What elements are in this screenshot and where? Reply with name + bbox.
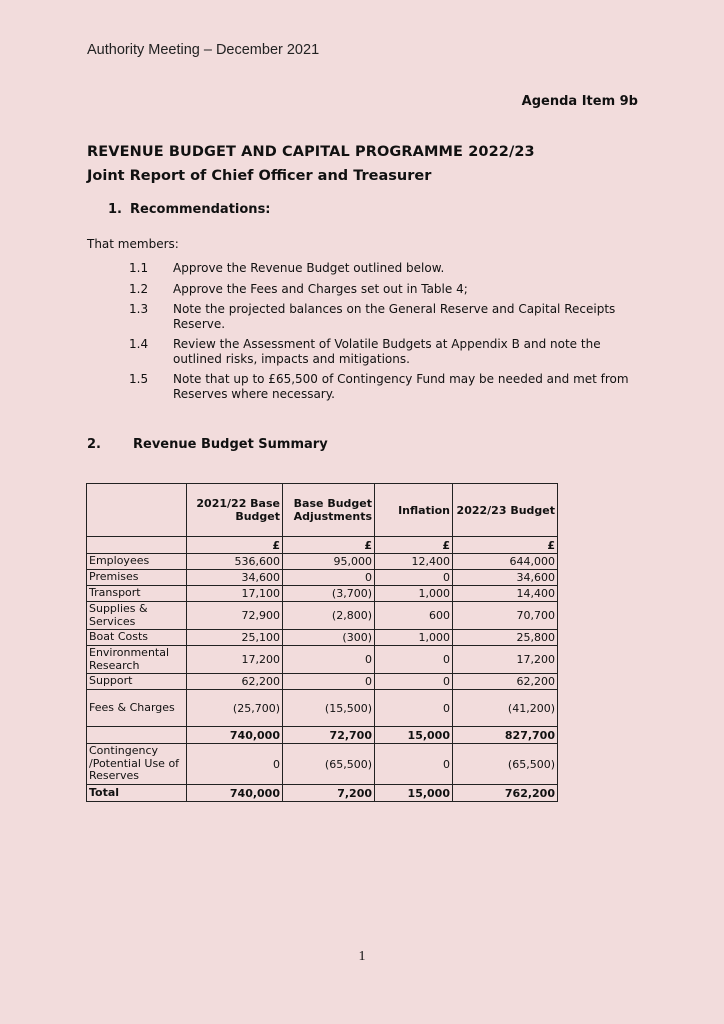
table-cell: 72,900: [187, 602, 283, 630]
table-cell: 740,000: [187, 785, 283, 802]
table-cell: 740,000: [187, 727, 283, 744]
table-cell: 34,600: [187, 570, 283, 586]
table-row: [87, 674, 558, 690]
table-cell: 0: [187, 744, 283, 785]
table-cell: 62,200: [453, 674, 558, 690]
table-row: [87, 744, 558, 785]
table-unit-cell: £: [375, 537, 453, 554]
document-header: Authority Meeting – December 2021: [87, 42, 320, 58]
table-cell: (3,700): [283, 586, 375, 602]
table-unit-cell: £: [187, 537, 283, 554]
table-unit-cell: [87, 537, 187, 554]
table-cell: 72,700: [283, 727, 375, 744]
table-cell: 1,000: [375, 630, 453, 646]
table-cell: 1,000: [375, 586, 453, 602]
table-cell: (2,800): [283, 602, 375, 630]
section-heading-recommendations: [108, 202, 271, 217]
recommendations-list: [129, 261, 629, 407]
recommendation-text: Approve the Revenue Budget outlined below.: [173, 261, 445, 275]
agenda-item: Agenda Item 9b: [521, 94, 638, 109]
table-cell: 25,100: [187, 630, 283, 646]
section-title: Recommendations:: [130, 202, 271, 217]
table-cell: 0: [375, 570, 453, 586]
table-cell: 34,600: [453, 570, 558, 586]
table-cell: 0: [375, 690, 453, 727]
subtotal-row: [87, 727, 558, 744]
recommendation-text: Review the Assessment of Volatile Budgets at Appendix B and note the outlined risks, impacts and mitigations.: [173, 337, 601, 366]
section-heading-revenue-budget: [87, 437, 328, 452]
table-cell: 600: [375, 602, 453, 630]
table-cell: 17,200: [187, 646, 283, 674]
table-cell: 70,700: [453, 602, 558, 630]
table-row: [87, 630, 558, 646]
table-header-cell: [87, 484, 187, 537]
table-units-row: [87, 537, 558, 554]
table-cell: (65,500): [453, 744, 558, 785]
row-label: Employees: [87, 554, 187, 570]
table-cell: 25,800: [453, 630, 558, 646]
table-row: [87, 570, 558, 586]
table-cell: 644,000: [453, 554, 558, 570]
table-cell: 17,100: [187, 586, 283, 602]
table-cell: (300): [283, 630, 375, 646]
report-title: REVENUE BUDGET AND CAPITAL PROGRAMME 2022/23: [87, 144, 535, 160]
recommendation-number: 1.1: [129, 261, 149, 275]
row-label: Premises: [87, 570, 187, 586]
table-cell: 17,200: [453, 646, 558, 674]
recommendation-item: [129, 372, 629, 401]
table-header-row: [87, 484, 558, 537]
recommendation-number: 1.3: [129, 302, 149, 316]
recommendation-item: [129, 261, 629, 276]
table-cell: 0: [375, 744, 453, 785]
report-subtitle: Joint Report of Chief Officer and Treasurer: [87, 168, 432, 184]
table-cell: 0: [375, 674, 453, 690]
recommendation-text: Note that up to £65,500 of Contingency Fund may be needed and met from Reserves where necessary.: [173, 372, 629, 401]
table-row: [87, 690, 558, 727]
table-cell: 762,200: [453, 785, 558, 802]
table-row: [87, 554, 558, 570]
table-cell: 15,000: [375, 727, 453, 744]
total-row: [87, 785, 558, 802]
section-number: 1.: [108, 202, 122, 217]
section-title: Revenue Budget Summary: [133, 437, 328, 452]
table-cell: (25,700): [187, 690, 283, 727]
intro-text: That members:: [87, 237, 179, 251]
table-row: [87, 602, 558, 630]
table-cell: 12,400: [375, 554, 453, 570]
table-cell: 0: [283, 646, 375, 674]
table-unit-cell: £: [283, 537, 375, 554]
section-number: 2.: [87, 437, 101, 452]
table-cell: 95,000: [283, 554, 375, 570]
table-row: [87, 586, 558, 602]
table-unit-cell: £: [453, 537, 558, 554]
recommendation-number: 1.2: [129, 281, 149, 296]
row-label: Contingency /Potential Use of Reserves: [87, 744, 187, 785]
table-header-cell: 2022/23 Budget: [453, 484, 558, 537]
table-cell: 0: [283, 674, 375, 690]
page-number: 1: [358, 949, 366, 964]
recommendation-item: [129, 337, 629, 366]
table-cell: 62,200: [187, 674, 283, 690]
row-label: Boat Costs: [87, 630, 187, 646]
table-cell: 14,400: [453, 586, 558, 602]
table-cell: (65,500): [283, 744, 375, 785]
recommendation-item: [129, 302, 629, 331]
table-header-cell: Base Budget Adjustments: [283, 484, 375, 537]
table-cell: 827,700: [453, 727, 558, 744]
recommendation-number: 1.5: [129, 372, 149, 386]
recommendation-number: 1.4: [129, 337, 149, 351]
table-row: [87, 646, 558, 674]
table-cell: 7,200: [283, 785, 375, 802]
table-cell: 15,000: [375, 785, 453, 802]
row-label: Total: [87, 785, 187, 802]
row-label: Support: [87, 674, 187, 690]
revenue-budget-table: [86, 483, 558, 802]
table-cell: (41,200): [453, 690, 558, 727]
table-cell: 536,600: [187, 554, 283, 570]
recommendation-item: [129, 282, 629, 297]
recommendation-text: Approve the Fees and Charges set out in Table 4;: [173, 281, 468, 296]
row-label: Environmental Research: [87, 646, 187, 674]
table-cell: (15,500): [283, 690, 375, 727]
table-header-cell: 2021/22 Base Budget: [187, 484, 283, 537]
table-cell: 0: [283, 570, 375, 586]
table-header-cell: Inflation: [375, 484, 453, 537]
row-label: [87, 727, 187, 744]
row-label: Supplies & Services: [87, 602, 187, 630]
recommendation-text: Note the projected balances on the General Reserve and Capital Receipts Reserve.: [173, 302, 616, 331]
row-label: Transport: [87, 586, 187, 602]
table-cell: 0: [375, 646, 453, 674]
row-label: Fees & Charges: [87, 690, 187, 727]
